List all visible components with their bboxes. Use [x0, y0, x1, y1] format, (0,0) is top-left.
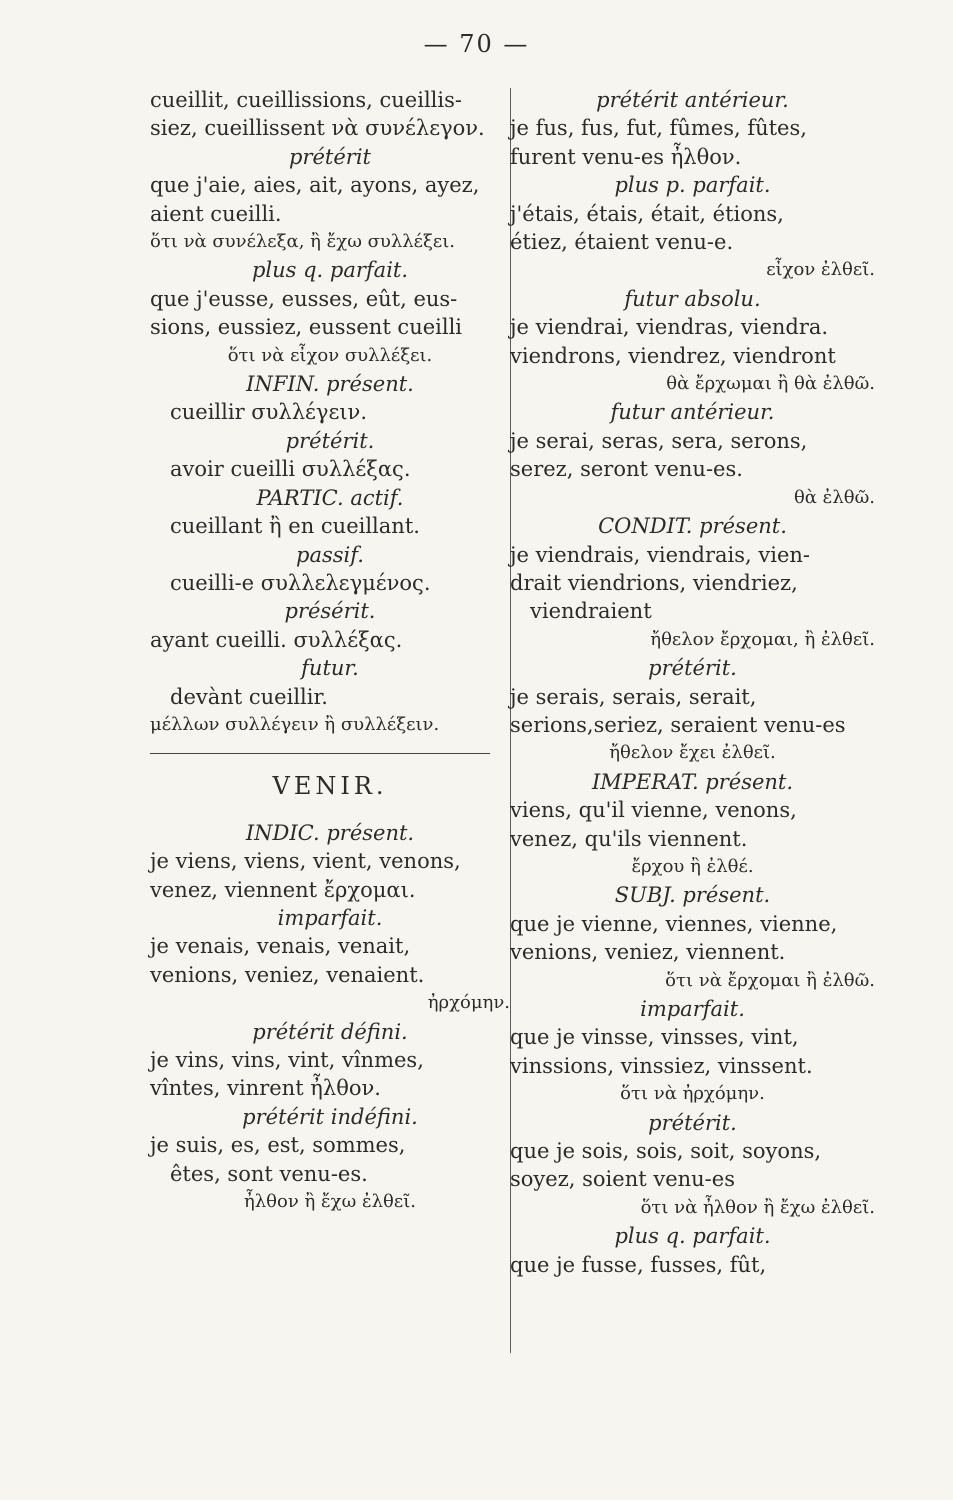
text-line: ayant cueilli. συλλέξας.	[150, 627, 403, 652]
text-line: ὅτι νὰ ἠρχόμην.	[620, 1083, 765, 1105]
text-line: vinssions, vinssiez, vinssent.	[510, 1053, 813, 1078]
text-line: venez, viennent ἔρχομαι.	[150, 877, 416, 902]
text-line: PARTIC. actif.	[256, 485, 404, 510]
text-line: viens, qu'il vienne, venons,	[510, 798, 797, 823]
text-line: ὅτι νὰ συνέλεξα, ἢ ἔχω συλλέξει.	[150, 231, 455, 253]
text-line: θὰ ἔρχωμαι ἢ θὰ ἐλθῶ.	[666, 373, 875, 395]
text-line: INFIN. présent.	[246, 372, 414, 397]
text-line: εἶχον ἐλθεῖ.	[766, 259, 875, 281]
left-column	[150, 86, 510, 1216]
text-line: IMPERAT. présent.	[591, 769, 794, 794]
text-line: étiez, étaient venu-e.	[510, 230, 734, 255]
text-line: ἦλθον ἢ ἔχω ἐλθεῖ.	[243, 1191, 416, 1213]
text-line: sions, eussiez, eussent cueilli	[150, 315, 463, 340]
text-line: ὅτι νὰ εἶχον συλλέξει.	[227, 344, 433, 366]
text-line: plus q. parfait.	[614, 1224, 771, 1249]
text-line: que je sois, sois, soit, soyons,	[510, 1139, 822, 1164]
text-line: je fus, fus, fut, fûmes, fûtes,	[510, 116, 807, 141]
text-line: passif.	[296, 542, 364, 567]
section-rule	[150, 753, 490, 754]
text-line: ἔρχου ἢ ἐλθέ.	[631, 855, 754, 877]
text-line: prétérit.	[648, 656, 737, 681]
text-line: cueillit, cueillissions, cueillis-	[150, 88, 462, 112]
text-line: futur antérieur.	[610, 400, 775, 425]
text-line: ἤθελον ἔχει ἐλθεῖ.	[609, 742, 776, 764]
text-line: prétérit défini.	[252, 1019, 408, 1044]
text-line: cueilli-e συλλελεγμένος.	[170, 570, 431, 595]
text-line: venions, veniez, venaient.	[150, 962, 425, 987]
text-line: je serais, serais, serait,	[510, 684, 757, 709]
text-line: je viendrai, viendras, viendra.	[510, 315, 829, 340]
text-line: θὰ ἐλθῶ.	[793, 486, 875, 508]
text-line: prétérit	[289, 144, 371, 169]
right-lines	[510, 86, 875, 1279]
text-line: que je fusse, fusses, fût,	[510, 1252, 767, 1277]
text-line: imparfait.	[277, 905, 383, 930]
text-line: μέλλων συλλέγειν ἢ συλλέξειν.	[150, 713, 440, 735]
text-line: venions, veniez, viennent.	[510, 940, 786, 965]
text-line: aient cueilli.	[150, 201, 282, 226]
text-line: prétérit.	[648, 1110, 737, 1135]
text-line: que je vienne, viennes, vienne,	[510, 911, 838, 936]
text-line: prétérit indéfini.	[242, 1104, 418, 1129]
text-line: cueillir συλλέγειν.	[170, 400, 367, 425]
text-line: viendrons, viendrez, viendront	[510, 343, 836, 368]
text-line: prétérit antérieur.	[596, 88, 789, 112]
text-line: devànt cueillir.	[170, 684, 328, 709]
text-line: j'étais, étais, était, étions,	[510, 201, 784, 226]
text-line: futur.	[301, 656, 359, 681]
text-line: ἤθελον ἔρχομαι, ἢ ἐλθεῖ.	[650, 628, 875, 650]
text-line: viendraient	[530, 599, 652, 624]
text-line: INDIC. présent.	[245, 820, 415, 845]
text-line: SUBJ. présent.	[614, 883, 771, 908]
text-line: soyez, soient venu-es	[510, 1167, 735, 1192]
text-line: avoir cueilli συλλέξας.	[170, 457, 411, 482]
text-line: plus q. parfait.	[251, 258, 409, 283]
text-line: cueillant ἢ en cueillant.	[170, 514, 420, 539]
text-line: plus p. parfait.	[614, 173, 771, 198]
left-bottom-lines	[150, 819, 510, 1217]
text-line: futur absolu.	[624, 286, 761, 311]
text-line: je venais, venais, venait,	[150, 934, 411, 959]
text-line: venez, qu'ils viennent.	[510, 826, 748, 851]
text-line: siez, cueillissent νὰ συνέλεγον.	[150, 116, 485, 141]
text-line: serions,seriez, seraient venu-es	[510, 712, 846, 737]
text-line: que j'eusse, eusses, eût, eus-	[150, 286, 458, 311]
text-line: ὅτι νὰ ἦλθον ἢ ἔχω ἐλθεῖ.	[640, 1196, 875, 1218]
text-line: je suis, es, est, sommes,	[150, 1133, 406, 1158]
text-line: présérit.	[284, 599, 376, 624]
text-line: je viens, viens, vient, venons,	[150, 849, 461, 874]
text-line: que je vinsse, vinsses, vint,	[510, 1025, 799, 1050]
text-line: prétérit.	[285, 428, 375, 453]
text-line: je viendrais, viendrais, vien-	[510, 542, 810, 567]
page-number: — 70 —	[423, 30, 530, 58]
section-title-venir: VENIR.	[272, 772, 388, 801]
text-line: ὅτι νὰ ἔρχομαι ἢ ἐλθῶ.	[665, 969, 875, 991]
left-top-lines	[150, 86, 510, 739]
text-line: serez, seront venu-es.	[510, 457, 743, 482]
right-column	[510, 86, 875, 1279]
text-line: vîntes, vinrent ἦλθον.	[150, 1076, 381, 1101]
text-line: êtes, sont venu-es.	[170, 1161, 368, 1186]
text-line: drait viendrions, viendriez,	[510, 570, 798, 595]
text-line: CONDIT. présent.	[598, 514, 787, 539]
text-line: imparfait.	[640, 997, 745, 1021]
text-line: furent venu-es ἦλθον.	[510, 144, 742, 169]
text-line: je serai, seras, sera, serons,	[510, 428, 808, 453]
text-line: je vins, vins, vint, vînmes,	[150, 1048, 424, 1072]
text-line: que j'aie, aies, ait, ayons, ayez,	[150, 173, 480, 198]
text-line: ἠρχόμην.	[427, 992, 510, 1014]
